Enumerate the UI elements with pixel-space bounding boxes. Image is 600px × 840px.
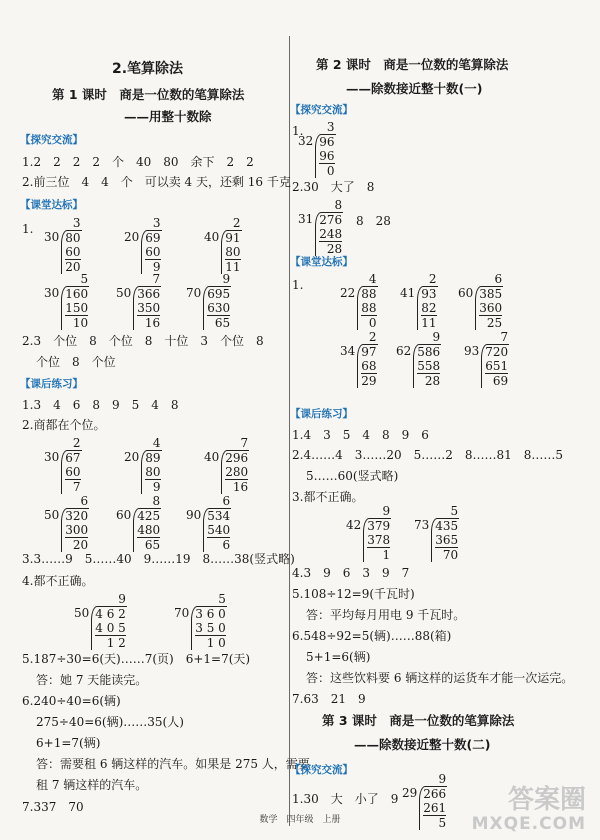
division-13 — [74, 592, 127, 650]
divisor: 30 — [44, 230, 60, 244]
divisor: 34 — [340, 344, 356, 358]
divisor: 40 — [204, 230, 220, 244]
product: 88 — [361, 301, 377, 315]
product: 480 — [137, 523, 161, 537]
divisor: 90 — [186, 508, 202, 522]
product: 82 — [421, 301, 437, 315]
watermark-logo — [471, 785, 586, 836]
dividend: 91 — [225, 231, 241, 245]
divisor: 29 — [402, 786, 418, 800]
lesson2-subtitle: ——除数接近整十数(一) — [346, 81, 483, 96]
quotient: 5 — [218, 592, 226, 606]
product: 248 — [319, 227, 343, 241]
divisor: 41 — [400, 286, 416, 300]
product: 68 — [361, 359, 377, 373]
after-q6-line1: 6.240÷40=6(辆) — [22, 694, 121, 708]
quotient: 8 — [152, 494, 161, 508]
remainder: 11 — [225, 260, 241, 274]
dividend: 97 — [361, 345, 377, 359]
explore2-q2: 2.30 大了 8 — [292, 180, 375, 194]
division-r1 — [298, 120, 336, 178]
dividend: 366 — [137, 287, 161, 301]
quotient: 6 — [494, 272, 503, 286]
class-q2-line2: 个位 8 个位 — [36, 355, 116, 369]
quotient: 5 — [80, 272, 89, 286]
dividend: 3 6 0 — [195, 607, 226, 621]
remainder: 65 — [214, 316, 231, 330]
tag-explore-3: 【探究交流】 — [290, 764, 353, 776]
after2-q6-line1: 6.548÷92=5(辆)……88(箱) — [292, 629, 452, 643]
after-q6-line3: 6+1=7(辆) — [36, 736, 101, 750]
remainder: 6 — [222, 538, 231, 552]
product: 360 — [479, 301, 503, 315]
product: 80 — [145, 465, 161, 479]
product: 261 — [423, 801, 447, 815]
product: 80 — [225, 245, 241, 259]
tag-class-2: 【课堂达标】 — [290, 256, 353, 268]
product: 3 5 0 — [195, 621, 226, 635]
remainder: 28 — [326, 242, 343, 256]
quotient: 6 — [222, 494, 231, 508]
division-6 — [186, 272, 231, 330]
remainder: 7 — [72, 480, 81, 494]
tag-after-class-2: 【课后练习】 — [290, 408, 353, 420]
quotient: 9 — [222, 272, 231, 286]
explore3-q1: 1.30 大 小了 9 — [292, 792, 399, 806]
after2-q2-line2: 5……60(竖式略) — [306, 469, 399, 483]
division-r5 — [458, 272, 503, 330]
lesson3-subtitle: ——除数接近整十数(二) — [354, 737, 491, 752]
dividend: 88 — [361, 287, 377, 301]
quotient: 8 — [334, 198, 343, 212]
section-title: 2.笔算除法 — [112, 61, 184, 77]
watermark-text: 答案圈 — [507, 785, 586, 815]
after2-q4: 4.3 9 6 3 9 7 — [292, 566, 410, 580]
product: 630 — [207, 301, 231, 315]
quotient: 6 — [80, 494, 89, 508]
divisor: 20 — [124, 230, 140, 244]
class2-q1-num: 1. — [292, 278, 304, 292]
division-r8 — [464, 330, 509, 388]
quotient: 3 — [72, 216, 81, 230]
product: 96 — [319, 149, 335, 163]
divisor: 31 — [298, 212, 314, 226]
dividend: 385 — [479, 287, 503, 301]
after-q6-line5: 租 7 辆这样的汽车。 — [36, 778, 148, 792]
column-divider — [289, 36, 290, 826]
after-q4: 4.都不正确。 — [22, 574, 94, 588]
product: 4 0 5 — [95, 621, 126, 635]
after-q3: 3.3……9 5……40 9……19 8……38(竖式略) — [22, 552, 295, 566]
remainder: 16 — [144, 316, 161, 330]
division-r6 — [340, 330, 378, 388]
quotient: 2 — [232, 216, 241, 230]
after-q7: 7.337 70 — [22, 800, 84, 814]
division-7 — [44, 436, 82, 494]
explore-q2: 2.前三位 4 4 个 可以卖 4 天，还剩 16 千克 — [22, 175, 291, 189]
remainder: 1 2 — [106, 636, 126, 650]
lesson1-title: 第 1 课时 商是一位数的笔算除法 — [52, 87, 245, 102]
remainder: 28 — [424, 374, 441, 388]
division-r2 — [298, 198, 343, 256]
division-4 — [44, 272, 89, 330]
divisor: 60 — [458, 286, 474, 300]
remainder: 70 — [442, 548, 459, 562]
lesson1-subtitle: ——用整十数除 — [124, 109, 212, 124]
remainder: 0 — [326, 164, 335, 178]
divisor: 73 — [414, 518, 430, 532]
after2-q5-line1: 5.108÷12=9(千瓦时) — [292, 587, 415, 601]
dividend: 160 — [65, 287, 89, 301]
division-5 — [116, 272, 161, 330]
after2-q3: 3.都不正确。 — [292, 490, 364, 504]
dividend: 266 — [423, 787, 447, 801]
division-3 — [204, 216, 242, 274]
product: 558 — [417, 359, 441, 373]
tag-explore: 【探究交流】 — [20, 134, 83, 146]
tag-after-class: 【课后练习】 — [20, 378, 83, 390]
division-10 — [44, 494, 89, 552]
divisor: 22 — [340, 286, 356, 300]
divisor: 32 — [298, 134, 314, 148]
quotient: 3 — [152, 216, 161, 230]
class-q1-num: 1. — [22, 222, 34, 236]
product: 651 — [485, 359, 509, 373]
quotient: 9 — [118, 592, 126, 606]
dividend: 534 — [207, 509, 231, 523]
after-q2: 2.商都在个位。 — [22, 418, 106, 432]
quotient: 9 — [382, 504, 391, 518]
remainder: 20 — [72, 538, 89, 552]
remainder: 11 — [421, 316, 437, 330]
remainder: 29 — [361, 374, 377, 388]
product: 350 — [137, 301, 161, 315]
dividend: 379 — [367, 519, 391, 533]
dividend: 96 — [319, 135, 335, 149]
quotient: 7 — [240, 436, 249, 450]
division-2 — [124, 216, 162, 274]
division-r10 — [414, 504, 459, 562]
quotient: 2 — [72, 436, 81, 450]
dividend: 89 — [145, 451, 161, 465]
after2-q2-line1: 2.4……4 3……20 5……2 8……81 8……5 — [292, 448, 564, 462]
dividend: 720 — [485, 345, 509, 359]
dividend: 435 — [435, 519, 459, 533]
remainder: 0 — [368, 316, 377, 330]
divisor: 70 — [174, 606, 190, 620]
explore-q1: 1.2 2 2 2 个 40 80 余下 2 2 — [22, 155, 254, 169]
tag-class: 【课堂达标】 — [20, 199, 83, 211]
tag-explore-2: 【探究交流】 — [290, 104, 353, 116]
remainder: 9 — [152, 260, 161, 274]
after-q5-line1: 5.187÷30=6(天)……7(页) 6+1=7(天) — [22, 652, 251, 666]
after-q6-line2: 275÷40=6(辆)……35(人) — [36, 715, 184, 729]
division-9 — [204, 436, 249, 494]
dividend: 586 — [417, 345, 441, 359]
remainder: 25 — [486, 316, 503, 330]
product: 60 — [145, 245, 161, 259]
dividend: 93 — [421, 287, 437, 301]
remainder: 16 — [232, 480, 249, 494]
dividend: 69 — [145, 231, 161, 245]
explore2-q2-tail: 8 28 — [356, 214, 391, 228]
after2-q1: 1.4 3 5 4 8 9 6 — [292, 428, 429, 442]
division-r7 — [396, 330, 441, 388]
product: 60 — [65, 465, 81, 479]
watermark-url: MXQE.COM — [471, 814, 586, 834]
divisor: 50 — [74, 606, 90, 620]
remainder: 1 0 — [206, 636, 226, 650]
quotient: 9 — [432, 330, 441, 344]
dividend: 296 — [225, 451, 249, 465]
divisor: 62 — [396, 344, 412, 358]
explore2-q1-num: 1. — [292, 124, 304, 138]
quotient: 7 — [152, 272, 161, 286]
division-12 — [186, 494, 231, 552]
division-r3 — [340, 272, 378, 330]
division-14 — [174, 592, 227, 650]
quotient: 3 — [326, 120, 335, 134]
division-1 — [44, 216, 82, 274]
divisor: 40 — [204, 450, 220, 464]
divisor: 50 — [44, 508, 60, 522]
dividend: 320 — [65, 509, 89, 523]
after-q1: 1.3 4 6 8 9 5 4 8 — [22, 398, 179, 412]
dividend: 276 — [319, 213, 343, 227]
after2-q6-line2: 5+1=6(辆) — [306, 650, 371, 664]
remainder: 5 — [438, 816, 447, 830]
divisor: 30 — [44, 450, 60, 464]
product: 540 — [207, 523, 231, 537]
page-footer: 数学 四年级 上册 — [259, 815, 341, 825]
divisor: 93 — [464, 344, 480, 358]
remainder: 65 — [144, 538, 161, 552]
product: 378 — [367, 533, 391, 547]
after2-q5-line2: 答：平均每月用电 9 千瓦时。 — [306, 608, 466, 622]
remainder: 9 — [152, 480, 161, 494]
divisor: 50 — [116, 286, 132, 300]
remainder: 69 — [492, 374, 509, 388]
after2-q6-line3: 答：这些饮料要 6 辆这样的运货车才能一次运完。 — [306, 671, 574, 685]
dividend: 80 — [65, 231, 81, 245]
dividend: 4 6 2 — [95, 607, 126, 621]
quotient: 2 — [368, 330, 377, 344]
quotient: 7 — [500, 330, 509, 344]
dividend: 67 — [65, 451, 81, 465]
lesson3-title: 第 3 课时 商是一位数的笔算除法 — [322, 713, 515, 728]
remainder: 20 — [65, 260, 81, 274]
quotient: 4 — [152, 436, 161, 450]
divisor: 30 — [44, 286, 60, 300]
product: 60 — [65, 245, 81, 259]
product: 300 — [65, 523, 89, 537]
divisor: 20 — [124, 450, 140, 464]
product: 365 — [435, 533, 459, 547]
after2-q7: 7.63 21 9 — [292, 692, 366, 706]
product: 280 — [225, 465, 249, 479]
division-r9 — [346, 504, 391, 562]
quotient: 9 — [438, 772, 447, 786]
division-8 — [124, 436, 162, 494]
quotient: 2 — [428, 272, 437, 286]
divisor: 60 — [116, 508, 132, 522]
division-r4 — [400, 272, 438, 330]
quotient: 4 — [368, 272, 377, 286]
remainder: 1 — [382, 548, 391, 562]
remainder: 10 — [72, 316, 89, 330]
divisor: 42 — [346, 518, 362, 532]
quotient: 5 — [450, 504, 459, 518]
lesson2-title: 第 2 课时 商是一位数的笔算除法 — [316, 57, 509, 72]
divisor: 70 — [186, 286, 202, 300]
class-q2-line1: 2.3 个位 8 个位 8 十位 3 个位 8 — [22, 334, 264, 348]
after-q5-line2: 答：她 7 天能读完。 — [36, 673, 148, 687]
product: 150 — [65, 301, 89, 315]
dividend: 425 — [137, 509, 161, 523]
after-q6-line4: 答：需要租 6 辆这样的汽车。如果是 275 人，需要 — [36, 757, 310, 771]
dividend: 695 — [207, 287, 231, 301]
division-11 — [116, 494, 161, 552]
